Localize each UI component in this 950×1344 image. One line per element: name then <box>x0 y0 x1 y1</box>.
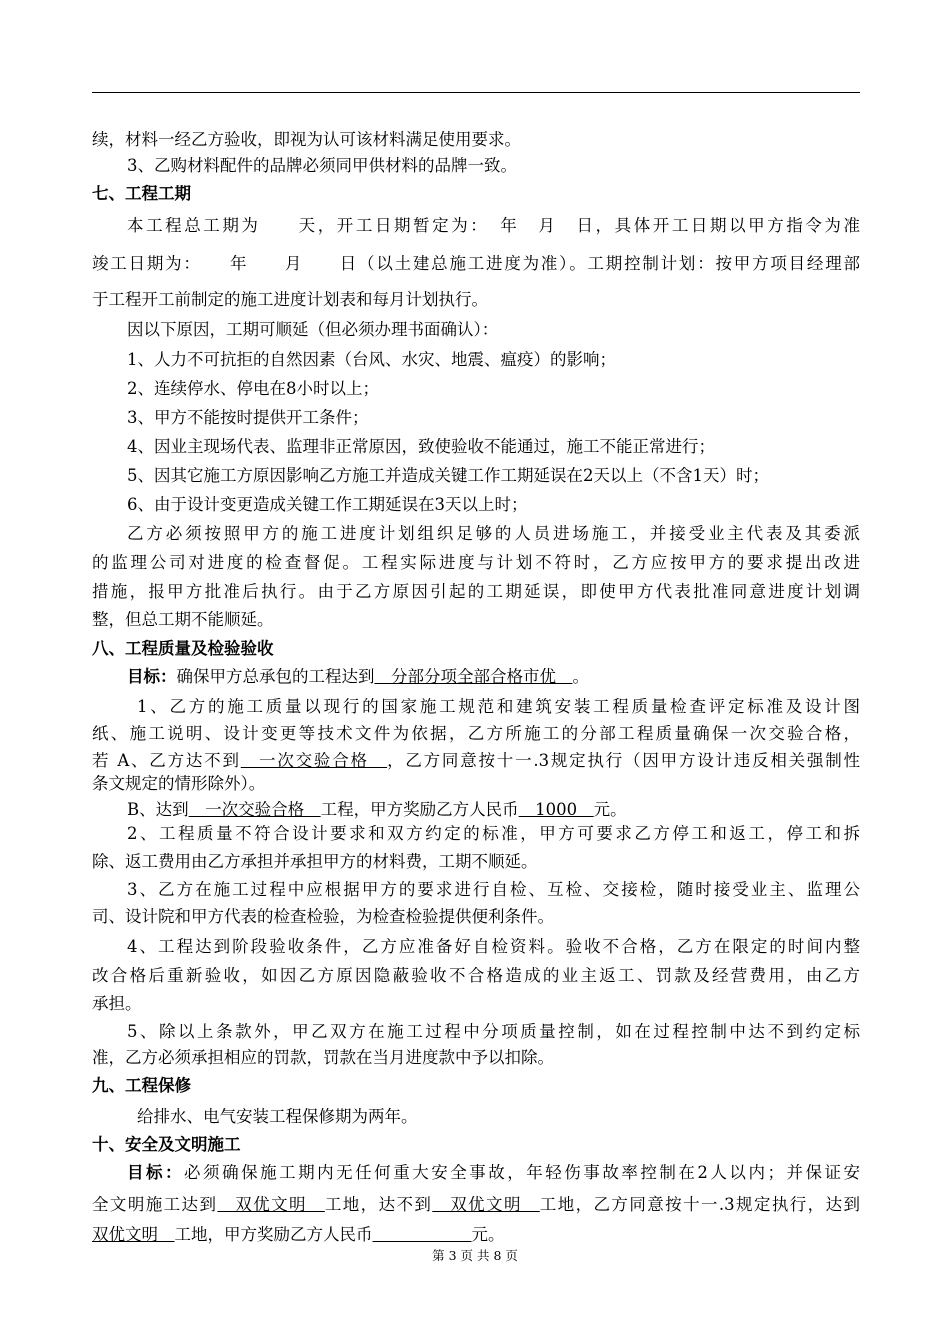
text-line: 续，材料一经乙方验收，即视为认可该材料满足使用要求。 <box>92 130 521 149</box>
goal-line: 目标：必须确保施工期内无任何重大安全事故，年轻伤事故率控制在2人以内；并保证安 <box>127 1163 861 1182</box>
text-line: 改合格后重新验收，如因乙方原因隐蔽验收不合格造成的业主返工、罚款及经营费用，由乙方 <box>92 966 860 985</box>
text-line: 司、设计院和甲方代表的检查检验，为检查检验提供便利条件。 <box>92 907 554 926</box>
text-line: 5、除以上条款外，甲乙双方在施工过程中分项质量控制，如在过程控制中达不到约定标 <box>127 1022 860 1041</box>
filled-blank: 一次交验合格 <box>240 751 388 770</box>
text-line: 整，但总工期不能顺延。 <box>92 610 274 629</box>
section-heading: 十、安全及文明施工 <box>92 1135 241 1154</box>
text-line: 3、乙购材料配件的品牌必须同甲供材料的品牌一致。 <box>127 156 517 175</box>
text-line: 因以下原因，工期可顺延（但必须办理书面确认）： <box>127 320 499 339</box>
goal-label: 目标： <box>127 667 177 686</box>
text-line: 本工程总工期为 天，开工日期暂定为： 年 月 日，具体开工日期以甲方指令为准 <box>127 216 860 235</box>
text-line: B、达到 一次交验合格 工程，甲方奖励乙方人民币 1000 元。 <box>127 800 627 819</box>
text-line: 双优文明 工地，甲方奖励乙方人民币 元。 <box>92 1225 505 1244</box>
header-rule <box>92 92 860 93</box>
text-line: 1、乙方的施工质量以现行的国家施工规范和建筑安装工程质量检查评定标准及设计图 <box>137 697 860 716</box>
text-line: 的监理公司对进度的检查督促。工程实际进度与计划不符时，乙方应按甲方的要求提出改进 <box>92 553 860 572</box>
text-line: 2、工程质量不符合设计要求和双方约定的标准，甲方可要求乙方停工和返工，停工和拆 <box>127 824 860 843</box>
list-item: 2、连续停水、停电在8小时以上； <box>127 379 379 398</box>
text-line: 除、返工费用由乙方承担并承担甲方的材料费，工期不顺延。 <box>92 852 538 871</box>
list-item: 4、因业主现场代表、监理非正常原因，致使验收不能通过，施工不能正常进行； <box>127 437 715 456</box>
filled-blank: 双优文明 <box>92 1225 175 1244</box>
text-line: 承担。 <box>92 994 142 1013</box>
empty-blank <box>373 1225 472 1244</box>
text-line: 全文明施工达到 双优文明 工地，达不到 双优文明 工地，乙方同意按十一.3规定执行，达到 <box>92 1195 861 1214</box>
page-footer: 第 3 页 共 8 页 <box>432 1248 518 1263</box>
filled-blank: 分部分项全部合格市优 <box>374 667 573 686</box>
filled-blank: 1000 <box>518 800 594 819</box>
text-line: 措施，报甲方批准后执行。由于乙方原因引起的工期延误，即使甲方代表批准同意进度计划调 <box>92 582 860 601</box>
text-line: 纸、施工说明、设计变更等技术文件为依据，乙方所施工的分部工程质量确保一次交验合格， <box>92 724 860 743</box>
text-line: 3、乙方在施工过程中应根据甲方的要求进行自检、互检、交接检，随时接受业主、监理公 <box>127 880 860 899</box>
filled-blank: 双优文明 <box>217 1195 325 1214</box>
list-item: 6、由于设计变更造成关键工作工期延误在3天以上时； <box>127 495 528 514</box>
text-line: 给排水、电气安装工程保修期为两年。 <box>137 1107 418 1126</box>
section-heading: 七、工程工期 <box>92 184 191 203</box>
text-line: 于工程开工前制定的施工进度计划表和每月计划执行。 <box>92 290 488 309</box>
section-heading: 八、工程质量及检验验收 <box>92 639 274 658</box>
list-item: 1、人力不可抗拒的自然因素（台风、水灾、地震、瘟疫）的影响； <box>127 350 616 369</box>
text-line: 准，乙方必须承担相应的罚款，罚款在当月进度款中予以扣除。 <box>92 1048 554 1067</box>
filled-blank: 双优文明 <box>432 1195 540 1214</box>
goal-line: 目标：确保甲方总承包的工程达到 分部分项全部合格市优 。 <box>127 667 589 686</box>
text-line: 乙方必须按照甲方的施工进度计划组织足够的人员进场施工，并接受业主代表及其委派 <box>127 524 860 543</box>
text-line: 竣工日期为： 年 月 日（以土建总施工进度为准）。工期控制计划：按甲方项目经理部 <box>92 254 860 273</box>
text-line: 条文规定的情形除外）。 <box>92 774 266 793</box>
filled-blank: 一次交验合格 <box>188 800 321 819</box>
list-item: 3、甲方不能按时提供开工条件； <box>127 408 369 427</box>
text-line: 4、工程达到阶段验收条件，乙方应准备好自检资料。验收不合格，乙方在限定的时间内整 <box>127 937 860 956</box>
section-heading: 九、工程保修 <box>92 1076 191 1095</box>
list-item: 5、因其它施工方原因影响乙方施工并造成关键工作工期延误在2天以上（不含1天）时； <box>127 466 769 485</box>
text-line: 若 A、乙方达不到 一次交验合格 ，乙方同意按十一.3规定执行（因甲方设计违反相关强制性 <box>92 751 860 770</box>
goal-label: 目标： <box>127 1163 185 1182</box>
